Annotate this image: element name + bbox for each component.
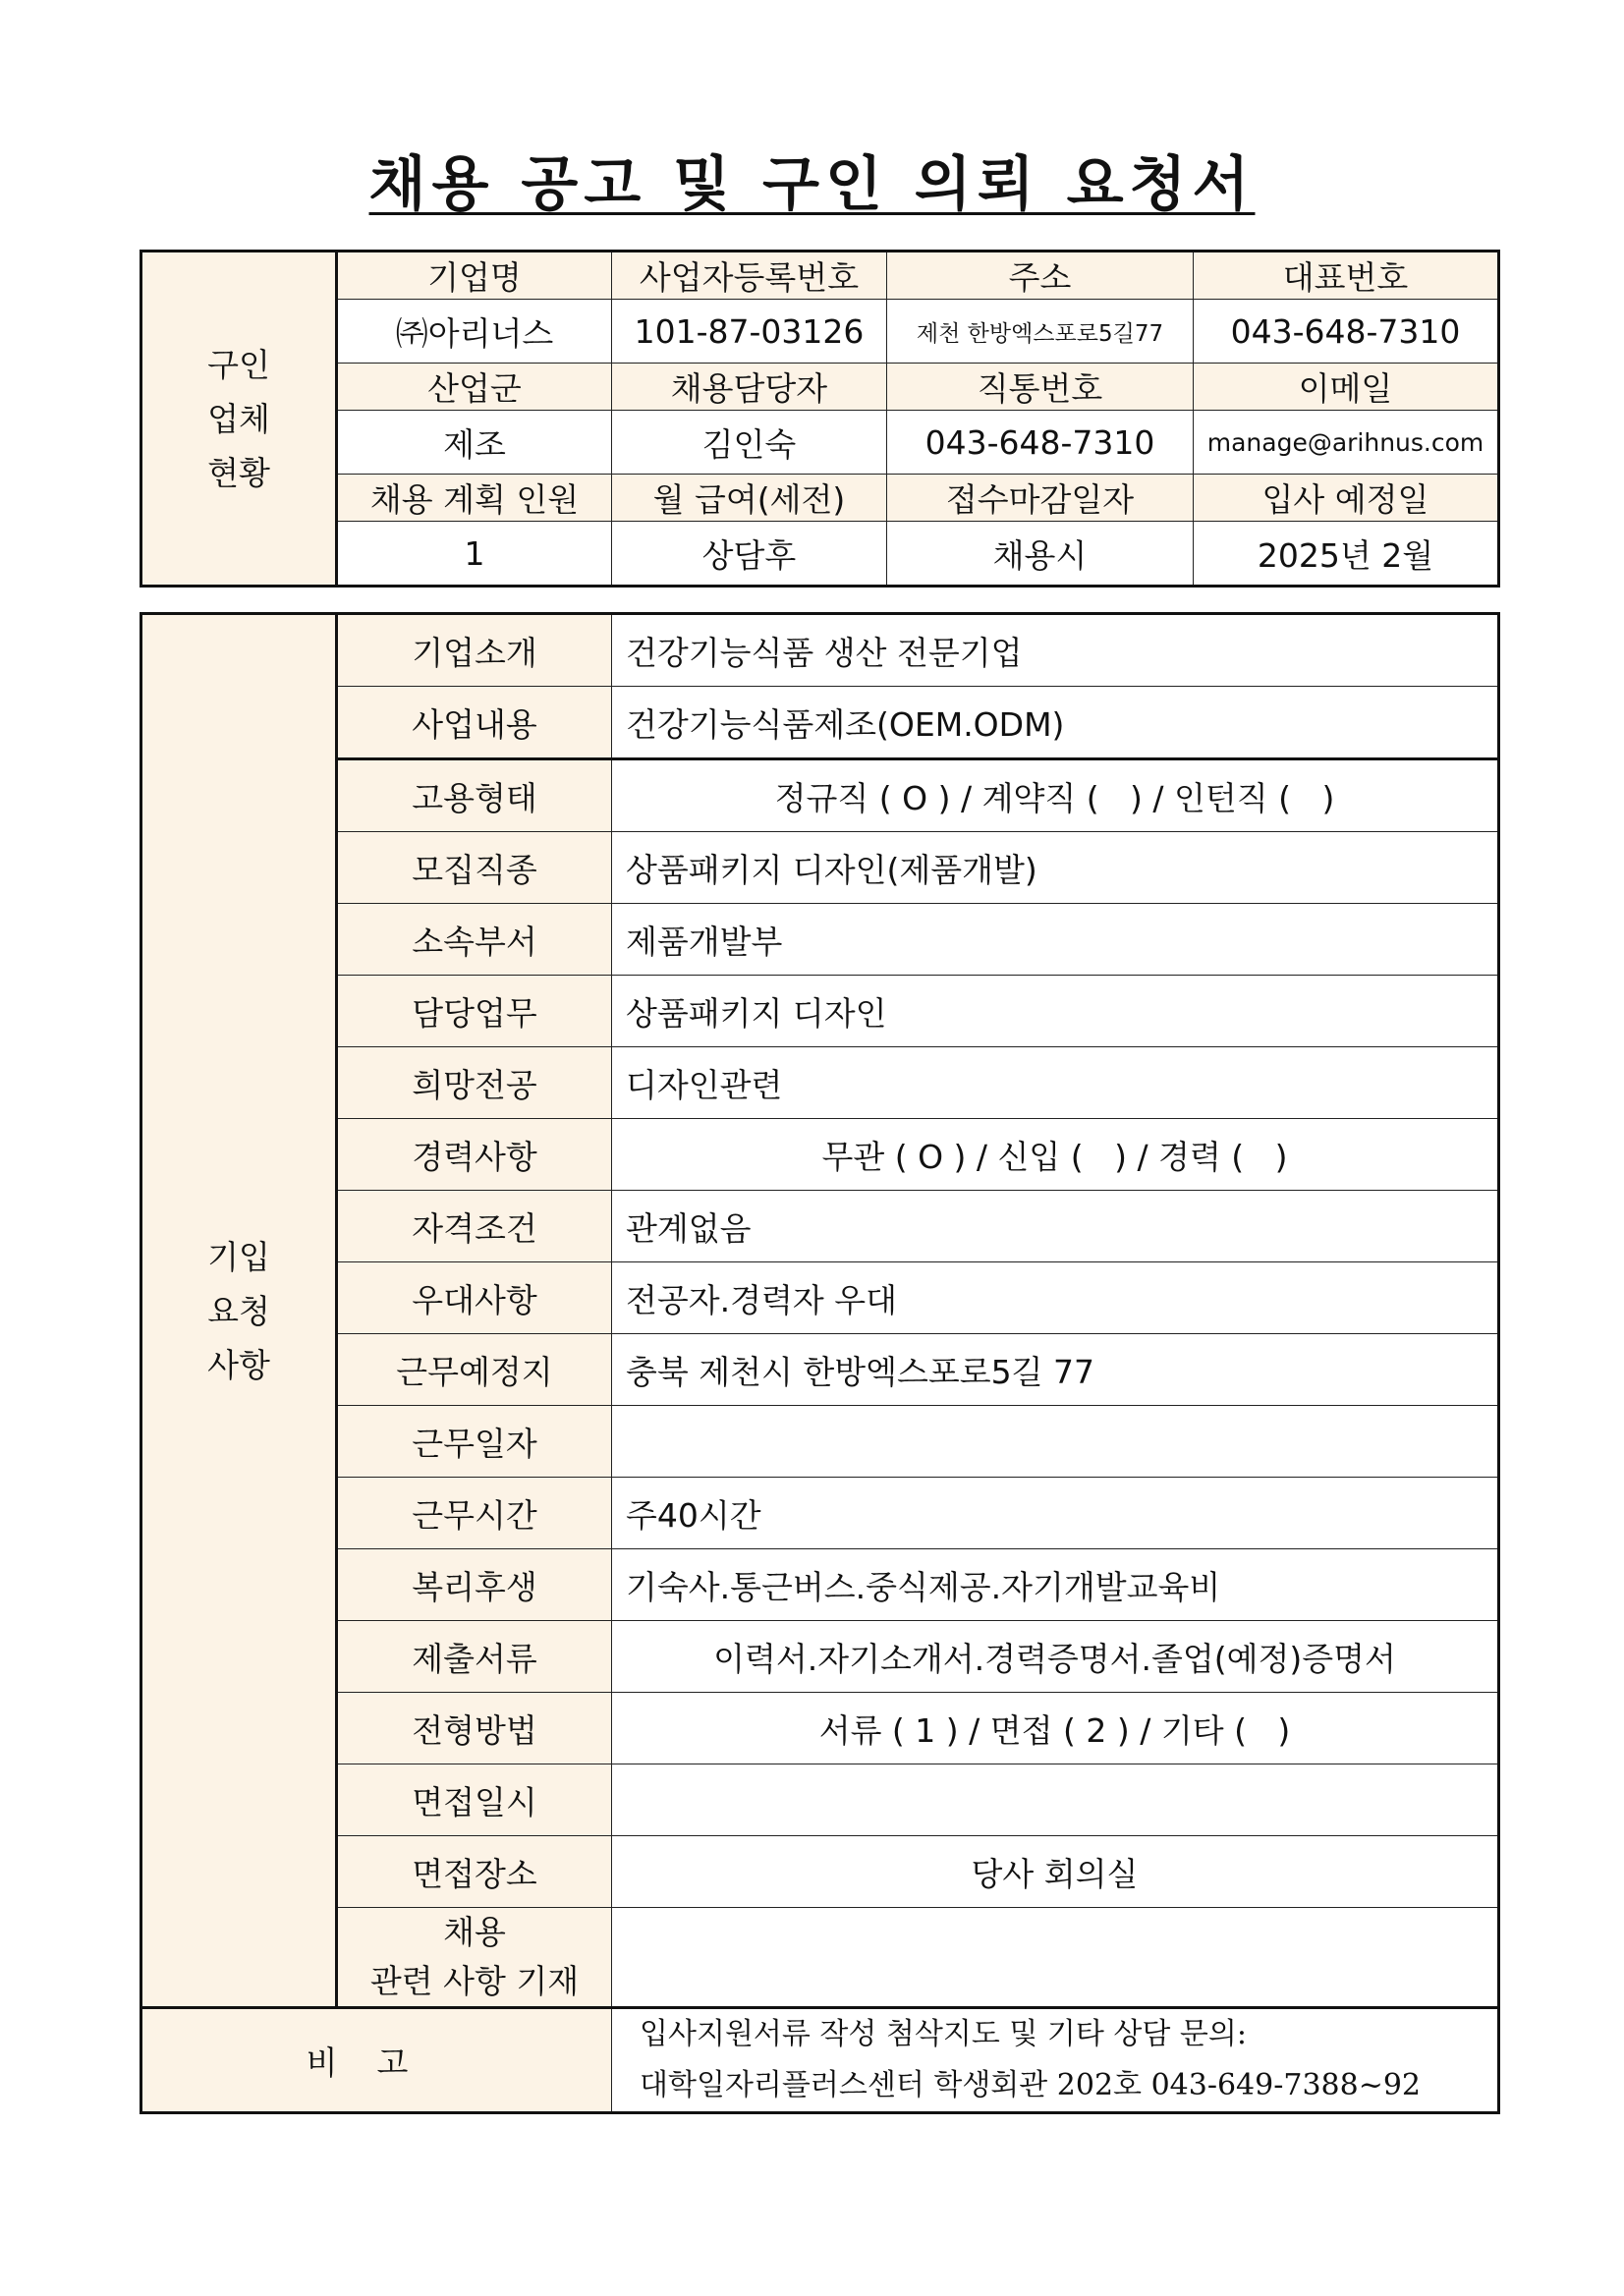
label-preferred-major: 희망전공 (337, 1047, 612, 1119)
remarks-value: 입사지원서류 작성 첨삭지도 및 기타 상담 문의: 대학일자리플러스센터 학생회관 202호 043-649-7388~92 (612, 2008, 1499, 2113)
label-job-category: 모집직종 (337, 832, 612, 904)
label-experience: 경력사항 (337, 1119, 612, 1191)
application-deadline-value: 채용시 (887, 522, 1194, 587)
header-monthly-salary: 월 급여(세전) (612, 475, 887, 522)
interview-location-value: 당사 회의실 (612, 1836, 1499, 1908)
address-value: 제천 한방엑스포로5길77 (887, 300, 1194, 364)
header-recruiter: 채용담당자 (612, 364, 887, 411)
planned-hires-value: 1 (337, 522, 612, 587)
other-hiring-details-value (612, 1908, 1499, 2008)
header-company-name: 기업명 (337, 252, 612, 300)
request-details-table (140, 612, 1500, 2114)
email-value: manage@arihnus.com (1194, 411, 1499, 475)
label-required-documents: 제출서류 (337, 1621, 612, 1693)
work-location-value: 충북 제천시 한방엑스포로5길 77 (612, 1334, 1499, 1406)
header-email: 이메일 (1194, 364, 1499, 411)
label-business-content: 사업내용 (337, 687, 612, 759)
header-address: 주소 (887, 252, 1194, 300)
label-company-intro: 기업소개 (337, 614, 612, 687)
recruiter-value: 김인숙 (612, 411, 887, 475)
duties-value: 상품패키지 디자인 (612, 976, 1499, 1047)
company-name-value: ㈜아리너스 (337, 300, 612, 364)
company-intro-value: 건강기능식품 생산 전문기업 (612, 614, 1499, 687)
start-date-value: 2025년 2월 (1194, 522, 1499, 587)
label-qualifications: 자격조건 (337, 1191, 612, 1262)
company-info-table (140, 250, 1500, 588)
required-documents-value: 이력서.자기소개서.경력증명서.졸업(예정)증명서 (612, 1621, 1499, 1693)
interview-datetime-value (612, 1764, 1499, 1836)
label-department: 소속부서 (337, 904, 612, 976)
direct-phone-value: 043-648-7310 (887, 411, 1194, 475)
header-industry: 산업군 (337, 364, 612, 411)
monthly-salary-value: 상담후 (612, 522, 887, 587)
benefits-value: 기숙사.통근버스.중식제공.자기개발교육비 (612, 1549, 1499, 1621)
selection-method-value: 서류 ( 1 ) / 면접 ( 2 ) / 기타 ( ) (612, 1693, 1499, 1764)
page-title: 채용 공고 및 구인 의뢰 요청서 (368, 150, 1256, 219)
label-work-location: 근무예정지 (337, 1334, 612, 1406)
label-work-hours: 근무시간 (337, 1478, 612, 1549)
employment-type-value: 정규직 ( O ) / 계약직 ( ) / 인턴직 ( ) (612, 759, 1499, 832)
label-benefits: 복리후생 (337, 1549, 612, 1621)
label-duties: 담당업무 (337, 976, 612, 1047)
header-planned-hires: 채용 계획 인원 (337, 475, 612, 522)
label-work-days: 근무일자 (337, 1406, 612, 1478)
label-other-hiring-details: 채용 관련 사항 기재 (337, 1908, 612, 2008)
qualifications-value: 관계없음 (612, 1191, 1499, 1262)
work-hours-value: 주40시간 (612, 1478, 1499, 1549)
header-main-phone: 대표번호 (1194, 252, 1499, 300)
remarks-label: 비고 (141, 2008, 612, 2113)
job-category-value: 상품패키지 디자인(제품개발) (612, 832, 1499, 904)
label-interview-datetime: 면접일시 (337, 1764, 612, 1836)
header-business-reg-number: 사업자등록번호 (612, 252, 887, 300)
header-direct-phone: 직통번호 (887, 364, 1194, 411)
main-phone-value: 043-648-7310 (1194, 300, 1499, 364)
work-days-value (612, 1406, 1499, 1478)
industry-value: 제조 (337, 411, 612, 475)
department-value: 제품개발부 (612, 904, 1499, 976)
header-application-deadline: 접수마감일자 (887, 475, 1194, 522)
label-preferences: 우대사항 (337, 1262, 612, 1334)
request-section-label: 기입 요청 사항 (141, 614, 337, 2008)
label-interview-location: 면접장소 (337, 1836, 612, 1908)
label-employment-type: 고용형태 (337, 759, 612, 832)
business-reg-number-value: 101-87-03126 (612, 300, 887, 364)
company-section-label: 구인 업체 현황 (141, 252, 337, 587)
business-content-value: 건강기능식품제조(OEM.ODM) (612, 687, 1499, 759)
preferred-major-value: 디자인관련 (612, 1047, 1499, 1119)
experience-value: 무관 ( O ) / 신입 ( ) / 경력 ( ) (612, 1119, 1499, 1191)
preferences-value: 전공자.경력자 우대 (612, 1262, 1499, 1334)
header-start-date: 입사 예정일 (1194, 475, 1499, 522)
label-selection-method: 전형방법 (337, 1693, 612, 1764)
